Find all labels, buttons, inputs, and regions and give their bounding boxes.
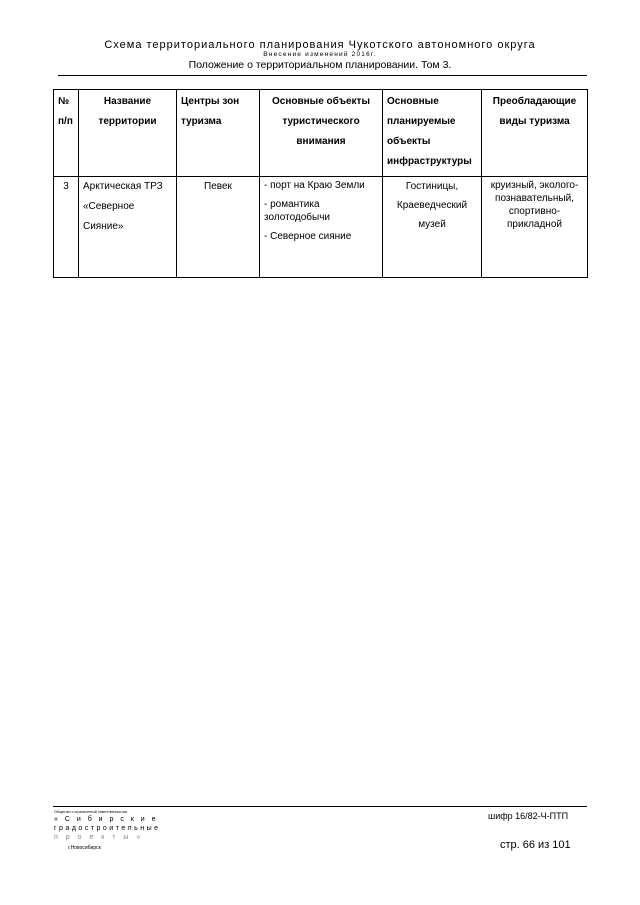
document-cipher: шифр 16/82-Ч-ПТП bbox=[488, 811, 569, 821]
org-legal-form: Общество с ограниченной ответственностью bbox=[54, 810, 128, 814]
document-volume: Положение о территориальном планировании. Том 3. bbox=[188, 59, 452, 71]
cell-number: 3 bbox=[54, 177, 79, 278]
col-header-number: № п/п bbox=[54, 90, 79, 177]
object-item: - порт на Краю Земли bbox=[264, 180, 365, 191]
object-item: - Северное сияние bbox=[264, 231, 352, 242]
table-row bbox=[54, 177, 588, 278]
col-header-infrastructure: Основные планируемые объекты инфраструктуры bbox=[383, 90, 482, 177]
cell-objects bbox=[260, 177, 383, 278]
tourism-zones-table bbox=[53, 89, 588, 278]
org-name-line3: п р о е к т ы » bbox=[54, 834, 144, 841]
header-divider bbox=[58, 75, 587, 76]
col-header-name: Название территории bbox=[79, 90, 177, 177]
document-title: Схема территориального планирования Чукотского автономного округа bbox=[104, 39, 536, 51]
document-subtitle: Внесение изменений 2016г. bbox=[263, 51, 377, 58]
org-city: г.Новосибирск bbox=[68, 845, 101, 851]
col-header-centers: Центры зон туризма bbox=[177, 90, 260, 177]
cell-center: Певек bbox=[177, 177, 260, 278]
col-header-objects: Основные объекты туристического внимания bbox=[260, 90, 383, 177]
cell-types: круизный, эколого-познавательный, спортивно-прикладной bbox=[482, 177, 588, 278]
org-name-line1: « С и б и р с к и е bbox=[54, 816, 159, 823]
object-item: - романтика золотодобычи bbox=[264, 199, 331, 223]
col-header-types: Преобладающие виды туризма bbox=[482, 90, 588, 177]
table-header-row bbox=[54, 90, 588, 177]
org-name-line2: градостроительные bbox=[54, 825, 161, 832]
footer-divider bbox=[53, 806, 587, 807]
cell-infrastructure: Гостиницы, Краеведческий музей bbox=[383, 177, 482, 278]
page-number: стр. 66 из 101 bbox=[500, 839, 571, 851]
cell-name: Арктическая ТРЗ «Северное Сияние» bbox=[79, 177, 177, 278]
